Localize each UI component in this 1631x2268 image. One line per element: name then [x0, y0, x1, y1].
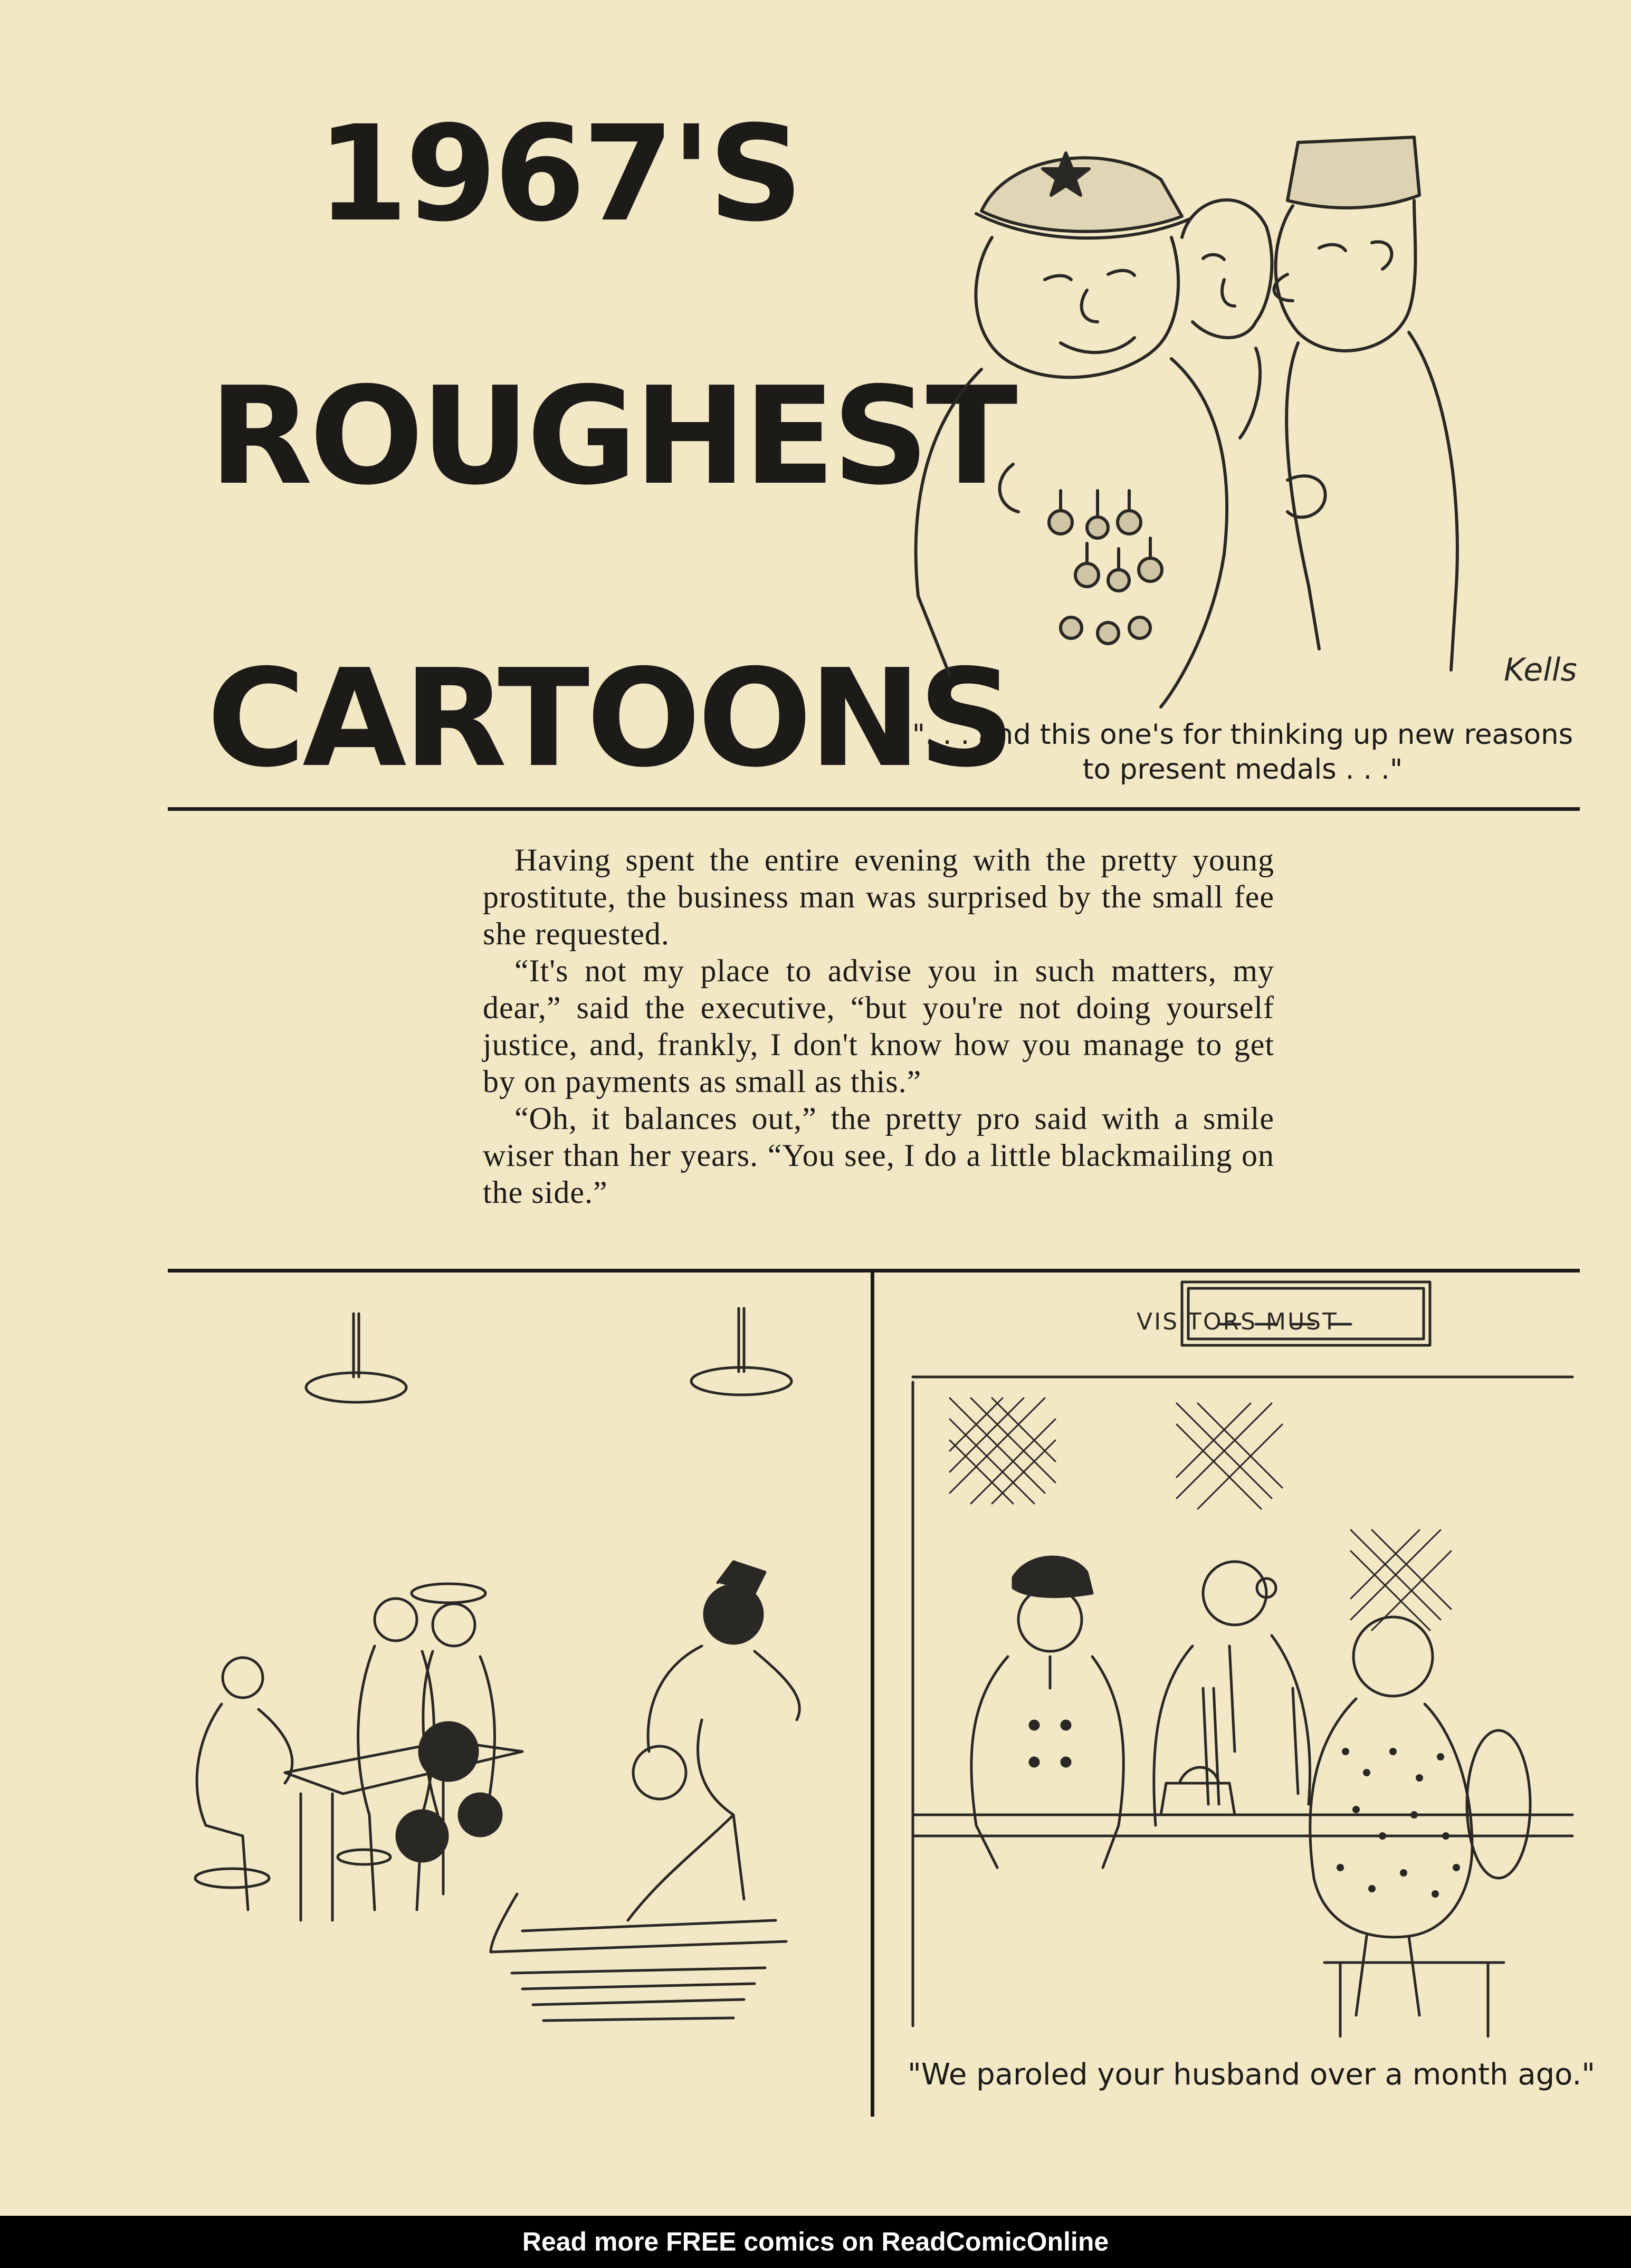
caption-line-1: ". . . and this one's for thinking up new reasons	[912, 719, 1573, 751]
footer-banner[interactable]: Read more FREE comics on ReadComicOnline	[0, 2216, 1631, 2268]
divider-top	[168, 807, 1580, 811]
cartoonist-signature: Kells	[1504, 652, 1577, 688]
title-line-year: 1967'S	[317, 97, 800, 251]
medals-cartoon-illustration	[886, 121, 1594, 712]
joke-paragraph-2: “It's not my place to advise you in such matters, my dear,” said the executive, “but you're not doing yourself justice, and, frankly, I don't know how you manage to get by on payments as small as this.”	[483, 953, 1274, 1099]
joke-text	[483, 841, 1274, 1211]
prison-cartoon-caption: "We paroled your husband over a month ago."	[908, 2058, 1596, 2092]
caption-line-2: to present medals . . ."	[1082, 753, 1403, 786]
visitors-sign-text: VISITORS MUST	[1137, 1308, 1338, 1335]
bowling-cartoon-illustration	[174, 1287, 860, 2089]
joke-paragraph-3: “Oh, it balances out,” the pretty pro said with a smile wiser than her years. “You see, I do a little blackmailing on the side.”	[483, 1101, 1274, 1210]
title-line-roughest: ROUGHEST	[209, 358, 1015, 515]
divider-middle	[168, 1269, 1580, 1272]
prison-cartoon-illustration	[892, 1277, 1594, 2052]
medals-cartoon-caption	[897, 717, 1588, 787]
title-line-cartoons: CARTOONS	[207, 640, 1012, 797]
joke-paragraph-1: Having spent the entire evening with the pretty young prostitute, the business man was surprised by the small fee she requested.	[483, 843, 1274, 951]
divider-vertical	[871, 1272, 874, 2117]
